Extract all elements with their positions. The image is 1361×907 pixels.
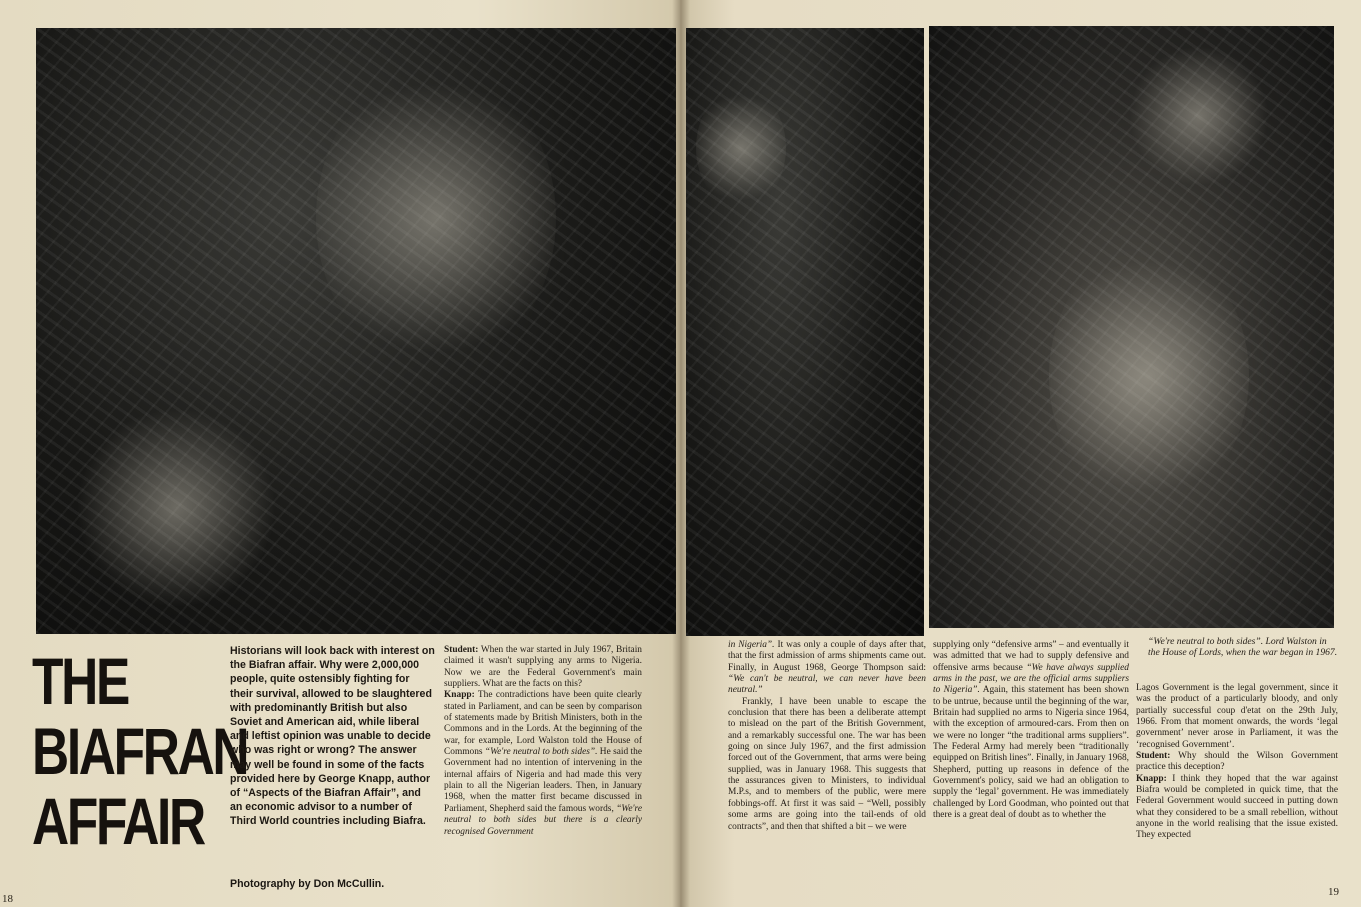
page-number-left: 18 [2,893,13,905]
headline-line-1: THE [32,644,128,718]
page-number-right: 19 [1328,886,1339,898]
headline-line-3: AFFAIR [32,784,204,858]
text-column-3: supplying only “defensive arms” – and eventually it was admitted that we had to supply defensive and offensive arms because “We have always supplied arms in the past, we are the official arms suppliers to Nigeria”. Again, this statement has been shown to be untrue, because until the beginning of the war, Britain had supplied no arms to Nigeria since 1964, with the exception of armoured-cars. From then on we were no longer “the traditional arms suppliers”. The Federal Army had merely been “traditionally equipped on British lines”. Finally, in January 1968, Shepherd, putting up reasons in defence of the Government's policy, said we had an obligation to supply the ‘legal’ government. He was immediately challenged by Lord Goodman, who pointed out that there is a great deal of doubt as to whether the [933,640,1129,821]
text-column-4: Lagos Government is the legal government, since it was the product of a particularly bloody, and only partially successful coup d'etat on the 29th July, 1966. From that moment onwards, the words ‘legal government’ never arose in Parliament, it was the ‘recognised Government’. Student: Why should the Wilson Government practice this deception? Knapp: I think they hoped that the war against Biafra would be completed in quick time, that the Federal Government would succeed in putting down what they considered to be a small rebellion, without anyone in the world realising that the issue existed. They expected [1136,683,1338,841]
photo-wounded-man-in-undergrowth [36,28,676,634]
text-column-1: Student: When the war started in July 1967, Britain claimed it wasn't supplying any arms to Nigeria. Now we are the Federal Government's main suppliers. What are the facts on this? Knapp: The contradictions have been quite clearly stated in Parliament, and can be seen by comparison of statements made by British Ministers, both in the Commons and in the Lords. At the beginning of the war, for example, Lord Walston told the House of Commons “We're neutral to both sides”. He said the Government had no intention of intervening in the internal affairs of Nigeria and had made this very plain to all the Nigerian leaders. Then, in January 1968, when the matter first became discussed in Parliament, Shepherd said the famous words, “We're neutral to both sides but there is a clearly recognised Government [444,645,642,837]
article-standfirst: Historians will look back with interest on the Biafran affair. Why were 2,000,000 people, quite ostensibly fighting for their survival, allowed to be slaughtered with predominantly British but also Soviet and American aid, while liberal and leftist opinion was unable to decide who was right or wrong? The answer may well be found in some of the facts provided here by George Knapp, author of “Aspects of the Biafran Affair”, and an economic advisor to a number of Third World countries including Biafra. [230,645,435,828]
photo-credit: Photography by Don McCullin. [230,878,385,890]
pull-quote: “We're neutral to both sides”. Lord Walston in the House of Lords, when the war began in 1967. [1148,636,1338,659]
photo-soldiers-in-bush [686,28,924,636]
text-column-2: in Nigeria”. It was only a couple of days after that, that the first admission of arms shipments came out. Finally, in August 1968, George Thompson said: “We can't be neutral, we can never have been neutral.” Frankly, I have been unable to escape the conclusion that there has been a deliberate attempt to mislead on the part of the British Government, and a remarkably successful one. The war has been going on since July 1967, and the first admission forced out of the Government, that arms were being supplied, was in January 1968. This suggests that the assurances given to Ministers, to individual M.P.s, and to members of the public, were mere fobbings-off. At first it was said – “Well, possibly some arms are going into the tail-ends of old contracts”, and then that shifted a bit – we were [728,640,926,832]
article-headline [32,644,248,858]
photo-wounded-man-treated [929,26,1334,628]
headline-line-2: BIAFRAN [32,714,248,788]
